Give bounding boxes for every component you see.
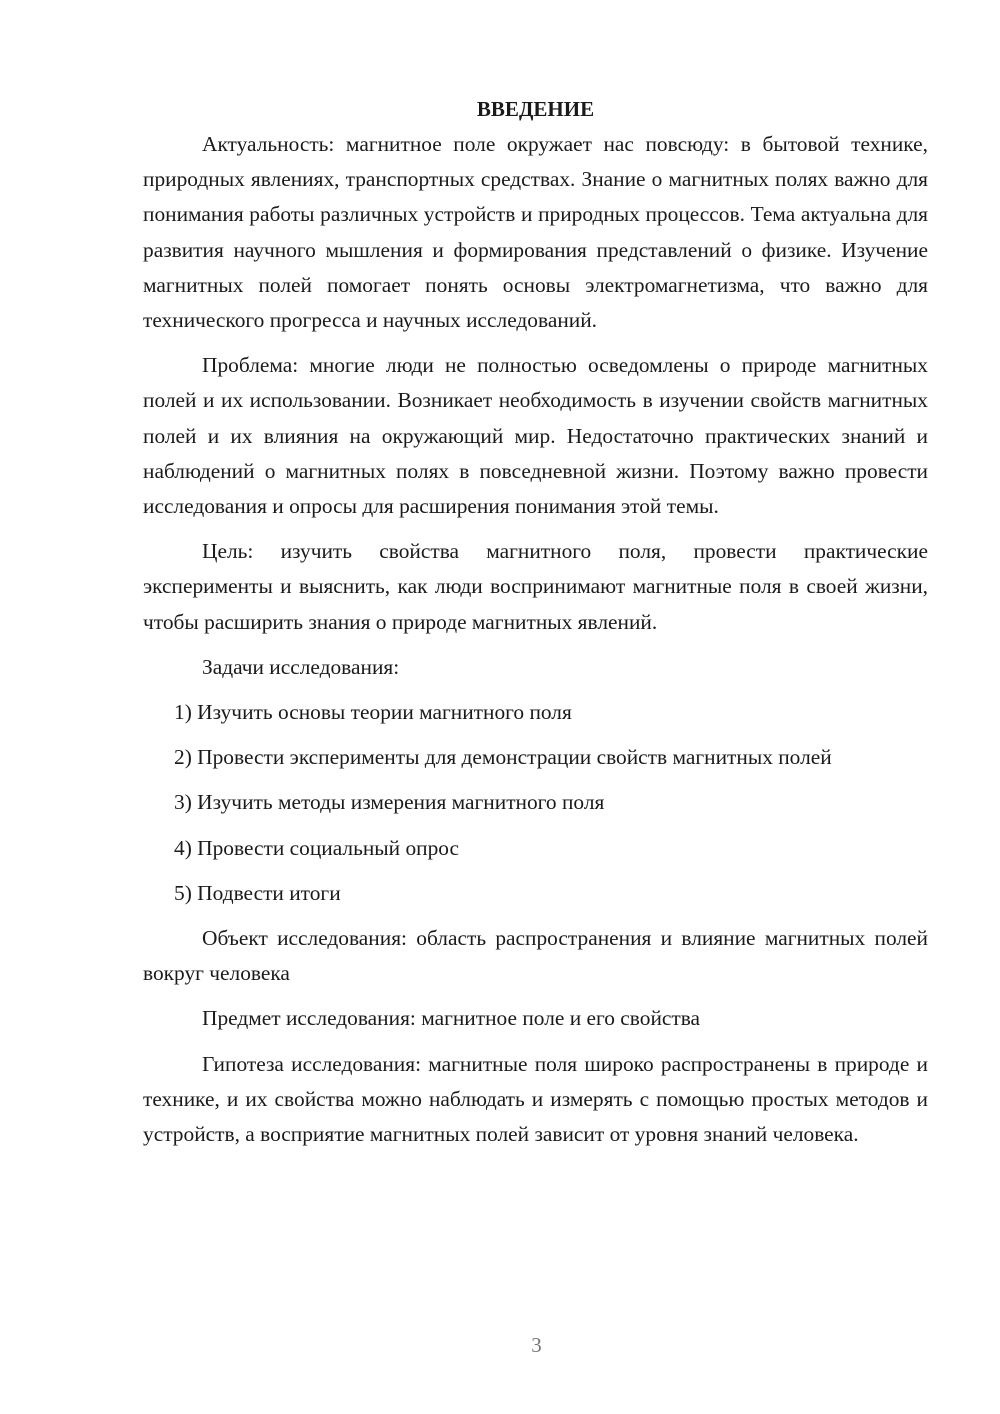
relevance-paragraph: Актуальность: магнитное поле окружает нас повсюду: в бытовой технике, природных явлениях, транспортных средствах. Знание о магнитных полях важно для понимания работы различных устройств и природных процессов. Тема актуальна для развития научного мышления и формирования представлений о физике. Изучение магнитных полей помогает понять основы электромагнетизма, что важно для технического прогресса и научных исследований. [143, 132, 928, 333]
goal-paragraph: Цель: изучить свойства магнитного поля, провести практические эксперименты и выяснить, как люди воспринимают магнитные поля в своей жизни, чтобы расширить знания о природе магнитных явлений. [143, 539, 928, 634]
page-number: 3 [531, 1333, 542, 1357]
problem-paragraph: Проблема: многие люди не полностью осведомлены о природе магнитных полей и их использовании. Возникает необходимость в изучении свойств магнитных полей и их влияния на окружающий мир. Недостаточно практических знаний и наблюдений о магнитных полях в повседневной жизни. Поэтому важно провести исследования и опросы для расширения понимания этой темы. [143, 353, 928, 519]
task-item-2: 2) Провести эксперименты для демонстрации свойств магнитных полей [174, 745, 832, 770]
object-paragraph: Объект исследования: область распространения и влияние магнитных полей вокруг человека [143, 926, 928, 986]
hypothesis-paragraph: Гипотеза исследования: магнитные поля широко распространены в природе и технике, и их свойства можно наблюдать и измерять с помощью простых методов и устройств, а восприятие магнитных полей зависит от уровня знаний человека. [143, 1051, 928, 1147]
tasks-title: Задачи исследования: [202, 654, 400, 679]
task-item-5: 5) Подвести итоги [174, 880, 341, 905]
task-item-4: 4) Провести социальный опрос [174, 835, 460, 860]
document-page [143, 92, 928, 1162]
task-item-3: 3) Изучить методы измерения магнитного поля [174, 790, 605, 815]
subject-paragraph: Предмет исследования: магнитное поле и его свойства [202, 1006, 701, 1031]
section-heading: ВВЕДЕНИЕ [476, 97, 595, 121]
task-item-1: 1) Изучить основы теории магнитного поля [174, 700, 572, 725]
